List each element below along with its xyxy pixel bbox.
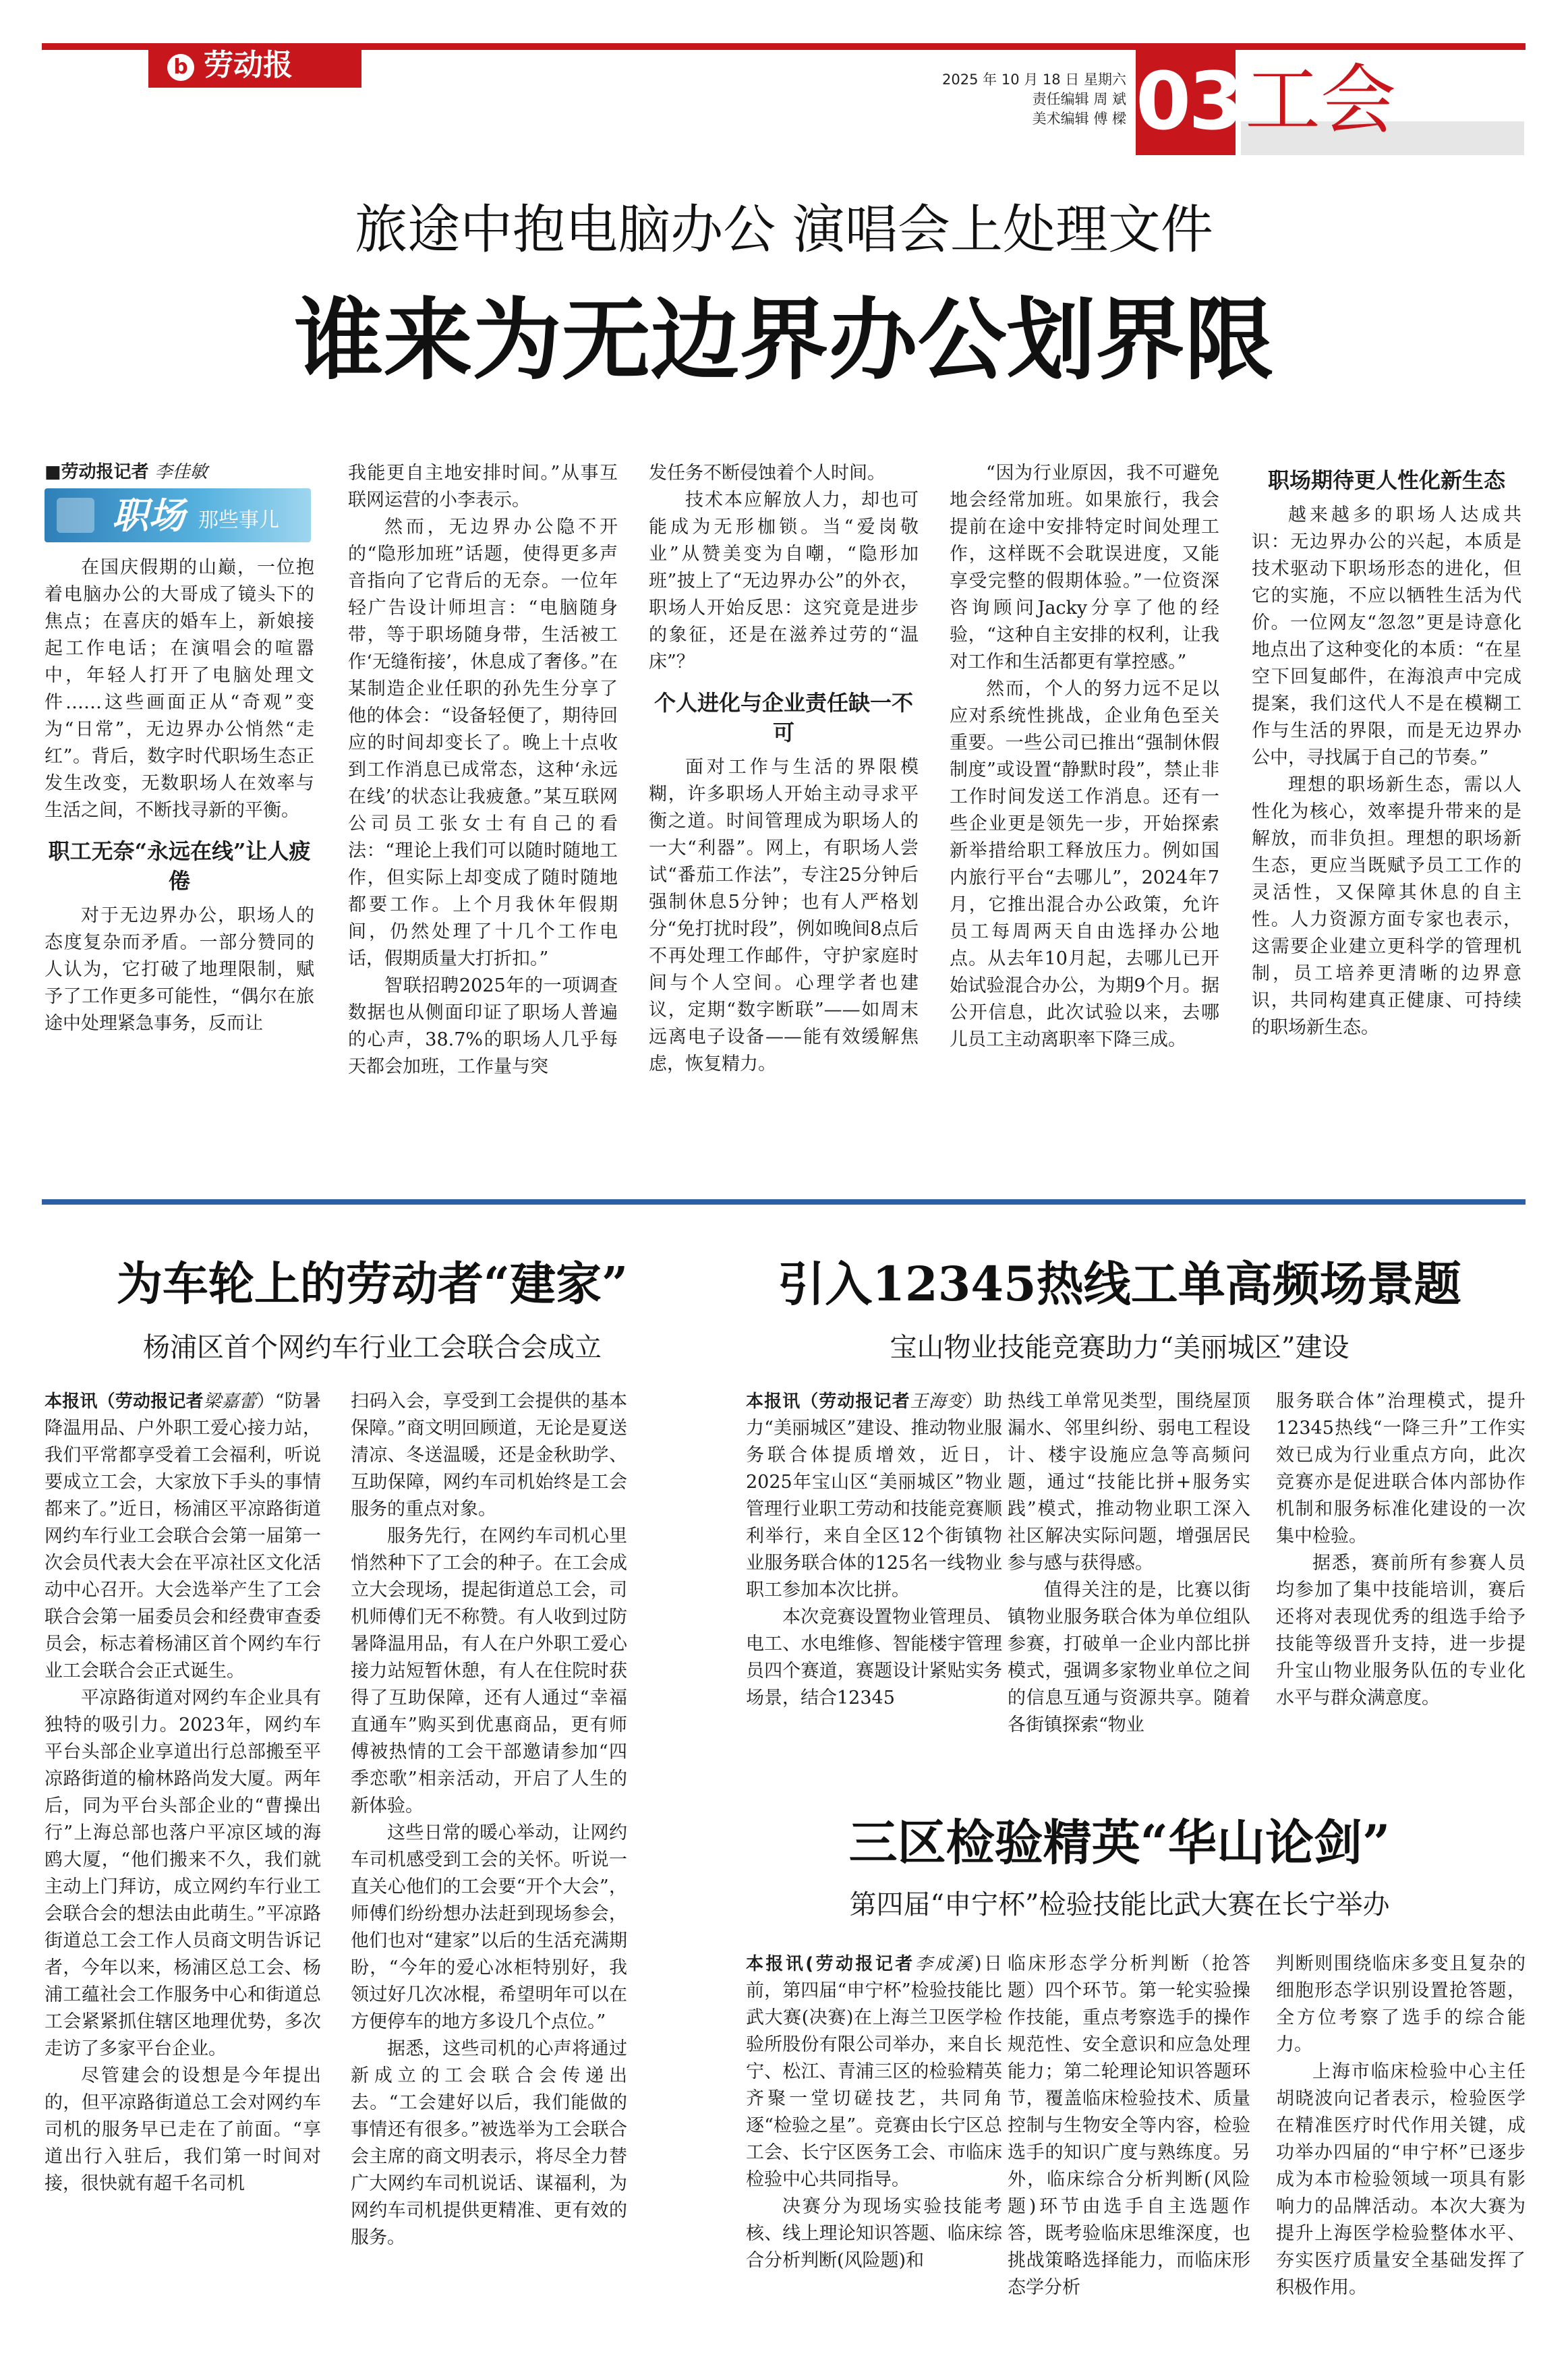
article4-column-1 <box>746 1951 1002 2274</box>
article1-paragraph: “因为行业原因，我不可避免地会经常加班。如果旅行，我会提前在途中安排特定时间处理工作，这样既不会耽误进度，又能享受完整的假期体验。”一位资深咨询顾问Jacky分享了他的经验，“这种自主安排的权利，让我对工作和生活都更有掌控感。” <box>950 463 1219 672</box>
article2-lead: 本报讯（劳动报记者梁嘉蕾）“防暑降温用品、户外职工爱心接力站，我们平常都享受着工会福利，听说要成立工会，大家放下手头的事情都来了。”近日，杨浦区平凉路街道网约车行业工会联合会第一届第一次会员代表大会在平凉社区文化活动中心召开。大会选举产生了工会联合会第一届委员会和经费审查委员会，标志着杨浦区首个网约车行业工会联合会正式诞生。 <box>45 1391 321 1682</box>
article3-column-3 <box>1276 1388 1526 1712</box>
article2-column-1 <box>45 1388 321 2197</box>
article3-paragraph: 本次竞赛设置物业管理员、电工、水电维修、智能楼宇管理员四个赛道，赛题设计紧贴实务场景，结合12345 <box>746 1607 1002 1708</box>
article2-paragraph: 这些日常的暖心举动，让网约车司机感受到工会的关怀。听说一直关心他们的工会要“开个大会”，师傅们纷纷想办法赶到现场参会，他们也对“建家”以后的生活充满期盼，“今年的爱心冰柜特别好，我领过好几次冰棍，希望明年可以在方便停车的地方多设几个点位。” <box>351 1822 627 2032</box>
section-name: 工会 <box>1245 57 1396 144</box>
article4-column-3 <box>1276 1951 1526 2301</box>
article4-column-2 <box>1008 1951 1250 2301</box>
article3-paragraph: 服务联合体”治理模式，提升12345热线“一降三升”工作实效已成为行业重点方向，此次竞赛亦是促进联合体内部协作机制和服务标准化建设的一次集中检验。 <box>1276 1391 1526 1547</box>
column-banner-title: 职场 <box>112 494 185 537</box>
article3-paragraph: 热线工单常见类型，围绕屋顶漏水、邻里纠纷、弱电工程设计、楼宇设施应急等高频问题，通过“技能比拼+服务实践”模式，推动物业职工深入社区解决实际问题，增强居民参与感与获得感。 <box>1008 1391 1250 1574</box>
article4-subtitle: 第四届“申宁杯”检验技能比武大赛在长宁举办 <box>849 1889 1390 1920</box>
article1-paragraph: 然而，无边界办公隐不开的“隐形加班”话题，使得更多声音指向了它背后的无奈。一位年轻广告设计师坦言：“电脑随身带，等于职场随身带，生活被工作‘无缝衔接’，休息成了奢侈。”在某制造企业任职的孙先生分享了他的体会：“设备轻便了，期待回应的时间却变长了。晚上十点收到工作消息已成常态，这种‘永远在线’的状态让我疲惫。”某互联网公司员工张女士有自己的看法：“理论上我们可以随时随地工作，但实际上却变成了随时随地都要工作。上个月我休年假期间，仍然处理了十几个工作电话，假期质量大打折扣。” <box>348 517 618 969</box>
article3-column-2 <box>1008 1388 1250 1739</box>
article3-title[interactable]: 引入12345热线工单高频场景题 <box>778 1256 1461 1312</box>
article1-paragraph: 理想的职场新生态，需以人性化为核心，效率提升带来的是解放，而非负担。理想的职场新生态，更应当既赋予员工工作的灵活性，又保障其休息的自主性。人力资源方面专家也表示，这需要企业建立更科学的管理机制，员工培养更清晰的边界意识，共同构建真正健康、可持续的职场新生态。 <box>1252 774 1521 1038</box>
article1-paragraph: 在国庆假期的山巅，一位抱着电脑办公的大哥成了镜头下的焦点；在喜庆的婚车上，新娘接起工作电话；在演唱会的喧嚣中，年轻人打开了电脑处理文件……这些画面正从“奇观”变为“日常”，无边界办公悄然“走红”。背后，数字时代职场生态正发生改变，无数职场人在效率与生活之间，不断找寻新的平衡。 <box>45 557 314 821</box>
article3-subtitle: 宝山物业技能竞赛助力“美丽城区”建设 <box>890 1332 1349 1363</box>
article4-paragraph: 决赛分为现场实验技能考核、线上理论知识答题、临床综合分析判断(风险题)和 <box>746 2196 1002 2271</box>
article1-heading-2: 个人进化与企业责任缺一不可 <box>654 690 913 745</box>
newspaper-logo[interactable] <box>148 43 361 88</box>
article1-title[interactable]: 谁来为无边界办公划界限 <box>294 288 1274 393</box>
article3-paragraph: 值得关注的是，比赛以街镇物业服务联合体为单位组队参赛，打破单一企业内部比拼模式，强调多家物业单位之间的信息互通与资源共享。随着各街镇探索“物业 <box>1008 1580 1250 1735</box>
article1-paragraph: 对于无边界办公，职场人的态度复杂而矛盾。一部分赞同的人认为，它打破了地理限制，赋予了工作更多可能性，“偶尔在旅途中处理紧急事务，反而让 <box>45 905 314 1034</box>
column-banner-subtitle: 那些事儿 <box>198 509 279 532</box>
article1-column-5 <box>1252 465 1521 1041</box>
article1-column-3 <box>649 460 919 1078</box>
article1-paragraph: 面对工作与生活的界限模糊，许多职场人开始主动寻求平衡之道。时间管理成为职场人的一大“利器”。网上，有职场人尝试“番茄工作法”，专注25分钟后强制休息5分钟；也有人严格划分“免打扰时段”，例如晚间8点后不再处理工作邮件，守护家庭时间与个人空间。心理学者也建议，定期“数字断联”——如周末远离电子设备——能有效缓解焦虑，恢复精力。 <box>649 757 919 1074</box>
article4-paragraph: 上海市临床检验中心主任胡晓波向记者表示，检验医学在精准医疗时代作用关键，成功举办四届的“申宁杯”已逐步成为本市检验领域一项具有影响力的品牌活动。本次大赛为提升上海医学检验整体水平、夯实医疗质量安全基础发挥了积极作用。 <box>1276 2061 1526 2298</box>
article1-column-2 <box>348 460 618 1081</box>
article3-column-1 <box>746 1388 1002 1712</box>
article1-heading-1: 职工无奈“永远在线”让人疲倦 <box>48 838 311 894</box>
article1-paragraph: 技术本应解放人力，却也可能成为无形枷锁。当“爱岗敬业”从赞美变为自嘲，“隐形加班”披上了“无边界办公”的外衣，职场人开始反思：这究竟是进步的象征，还是在滋养过劳的“温床”？ <box>649 490 919 672</box>
article1-byline: ■劳动报记者 李佳敏 <box>45 462 208 482</box>
article1-paragraph: 智联招聘2025年的一项调查数据也从侧面印证了职场人普遍的心声，38.7%的职场人几乎每天都会加班，工作量与突 <box>348 975 618 1077</box>
article1-paragraph: 越来越多的职场人达成共识：无边界办公的兴起，本质是技术驱动下职场形态的进化，但它的实施，不应以牺牲生活为代价。一位网友“忽忽”更是诗意化地点出了这种变化的本质：“在星空下回复邮件，在海浪声中完成提案，我们这代人不是在模糊工作与生活的界限，而是无边界办公中，寻找属于自己的节奏。” <box>1252 505 1521 768</box>
article2-subtitle: 杨浦区首个网约车行业工会联合会成立 <box>143 1332 602 1363</box>
article2-paragraph: 平凉路街道对网约车企业具有独特的吸引力。2023年，网约车平台头部企业享道出行总部搬至平凉路街道的榆林路尚发大厦。两年后，同为平台头部企业的“曹操出行”上海总部也落户平凉区域的海鸥大厦，“他们搬来不久，我们就主动上门拜访，成立网约车行业工会联合会的想法由此萌生。”平凉路街道总工会工作人员商文明告诉记者，今年以来，杨浦区总工会、杨浦工蕴社会工作服务中心和街道总工会紧紧抓住辖区地理优势，多次走访了多家平台企业。 <box>45 1688 321 2059</box>
article1-paragraph: 发任务不断侵蚀着个人时间。 <box>649 463 885 484</box>
article1-column-4 <box>950 460 1219 1054</box>
article1-paragraph: 然而，个人的努力远不足以应对系统性挑战，企业角色至关重要。一些公司已推出“强制休假制度”或设置“静默时段”，禁止非工作时间发送工作消息。还有一些企业更是领先一步，开始探索新举措给职工释放压力。例如国内旅行平台“去哪儿”，2024年7月，它推出混合办公政策，允许员工每周两天自由选择办公地点。从去年10月起，去哪儿已开始试验混合办公，为期9个月。据公开信息，此次试验以来，去哪儿员工主动离职率下降三成。 <box>950 679 1219 1050</box>
article4-paragraph: 临床形态学分析判断（抢答题）四个环节。第一轮实验操作技能，重点考察选手的操作规范性、安全意识和应急处理能力；第二轮理论知识答题环节，覆盖临床检验技术、质量控制与生物安全等内容，检验选手的知识广度与熟练度。另外，临床综合分析判断(风险题)环节由选手自主选题作答，既考验临床思维深度，也挑战策略选择能力，而临床形态学分析 <box>1008 1953 1250 2298</box>
section-divider <box>42 1199 1526 1205</box>
art-editor: 美术编辑 傅 樑 <box>1032 111 1126 127</box>
issue-meta <box>917 70 1126 129</box>
article4-lead: 本报讯(劳动报记者李成溪)日前，第四届“申宁杯”检验技能比武大赛(决赛)在上海兰卫医学检验所股份有限公司举办，来自长宁、松江、青浦三区的检验精英齐聚一堂切磋技艺，共同角逐“检验之星”。竞赛由长宁区总工会、长宁区医务工会、市临床检验中心共同指导。 <box>746 1953 1002 2190</box>
article2-paragraph: 据悉，这些司机的心声将通过新成立的工会联合会传递出去。“工会建好以后，我们能做的事情还有很多。”被选举为工会联合会主席的商文明表示，将尽全力替广大网约车司机说话、谋福利，为网约车司机提供更精准、更有效的服务。 <box>351 2038 627 2248</box>
article4-title[interactable]: 三区检验精英“华山论剑” <box>848 1814 1391 1871</box>
issue-date: 2025 年 10 月 18 日 星期六 <box>942 71 1126 88</box>
article1-paragraph: 我能更自主地安排时间。”从事互联网运营的小李表示。 <box>348 463 618 511</box>
page-number: 03 <box>1136 47 1236 155</box>
article1-heading-3: 职场期待更人性化新生态 <box>1267 467 1505 493</box>
article3-paragraph: 据悉，赛前所有参赛人员均参加了集中技能培训，赛后还将对表现优秀的组选手给予技能等级晋升支持，进一步提升宝山物业服务队伍的专业化水平与群众满意度。 <box>1276 1553 1526 1708</box>
article2-paragraph: 尽管建会的设想是今年提出的，但平凉路街道总工会对网约车司机的服务早已走在了前面。“享道出行入驻后，我们第一时间对接，很快就有超千名司机 <box>45 2065 321 2194</box>
logo-mark-icon: b <box>167 54 194 81</box>
article2-paragraph: 服务先行，在网约车司机心里悄然种下了工会的种子。在工会成立大会现场，提起街道总工会，司机师傅们无不称赞。有人收到过防暑降温用品，有人在户外职工爱心接力站短暂休憩，有人在住院时获得了互助保障，还有人通过“幸福直通车”购买到优惠商品，更有师傅被热情的工会干部邀请参加“四季恋歌”相亲活动，开启了人生的新体验。 <box>351 1526 627 1816</box>
column-banner[interactable] <box>45 488 311 542</box>
article2-column-2 <box>351 1388 627 2251</box>
article1-subtitle: 旅途中抱电脑办公 演唱会上处理文件 <box>355 200 1213 260</box>
article1-column-1 <box>45 460 314 1037</box>
article4-paragraph: 判断则围绕临床多变且复杂的细胞形态学识别设置抢答题，全方位考察了选手的综合能力。 <box>1276 1953 1526 2055</box>
article2-title[interactable]: 为车轮上的劳动者“建家” <box>116 1257 629 1311</box>
logo-text: 劳动报 <box>204 48 293 82</box>
responsible-editor: 责任编辑 周 斌 <box>1032 91 1126 107</box>
article3-lead: 本报讯（劳动报记者王海变）助力“美丽城区”建设、推动物业服务联合体提质增效，近日，2025年宝山区“美丽城区”物业管理行业职工劳动和技能竞赛顺利举行，来自全区12个街镇物业服务联合体的125名一线物业职工参加本次比拼。 <box>746 1391 1002 1601</box>
column-banner-icon <box>57 498 94 533</box>
article2-paragraph: 扫码入会，享受到工会提供的基本保障。”商文明回顾道，无论是夏送清凉、冬送温暖，还是金秋助学、互助保障，网约车司机始终是工会服务的重点对象。 <box>351 1391 627 1520</box>
